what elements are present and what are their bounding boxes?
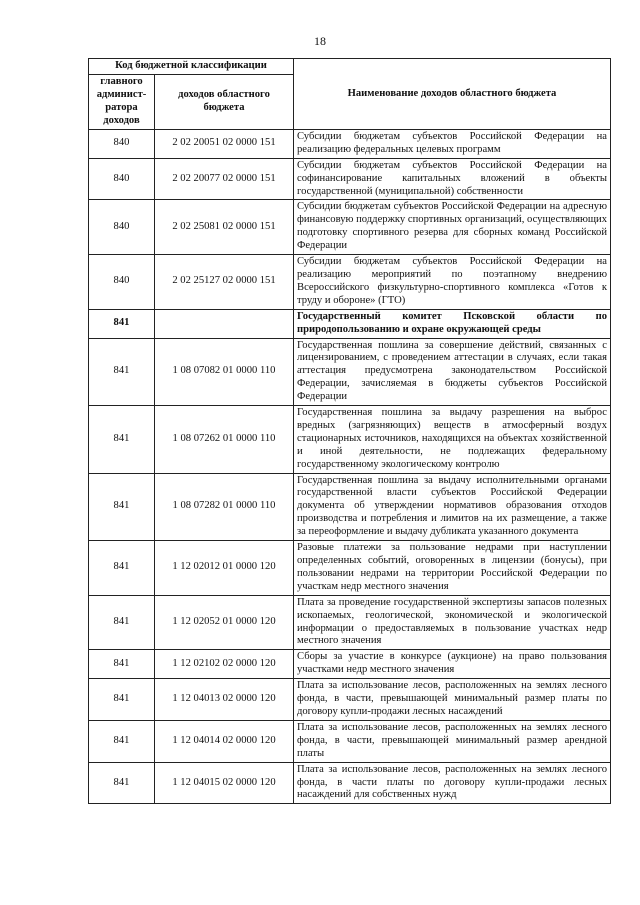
admin-code-cell: 841 bbox=[89, 338, 155, 406]
table-row bbox=[89, 473, 611, 541]
income-name-cell: Субсидии бюджетам субъектов Российской Федерации на адресную финансовую поддержку спортивных организаций, осуществляющих подготовку спортивного резерва для сборных команд Российской Федерации bbox=[294, 200, 611, 255]
income-name-cell: Субсидии бюджетам субъектов Российской Федерации на софинансирование капитальных вложений в объекты государственной (муниципальной) собственности bbox=[294, 158, 611, 200]
admin-code-cell: 841 bbox=[89, 595, 155, 650]
table-row bbox=[89, 762, 611, 804]
income-name-cell: Государственная пошлина за выдачу исполнительными органами государственной власти субъектов Российской Федерации документа об утверждении нормативов образования отходов производства и потребления и лимитов на их размещение, а также за переоформление и выдачу дубликата указанного документа bbox=[294, 473, 611, 541]
table-row bbox=[89, 255, 611, 310]
table-row bbox=[89, 679, 611, 721]
income-code-cell: 1 12 04015 02 0000 120 bbox=[155, 762, 294, 804]
header-classification: Код бюджетной классификации bbox=[89, 59, 294, 75]
income-code-cell bbox=[155, 309, 294, 338]
income-code-cell: 1 12 04013 02 0000 120 bbox=[155, 679, 294, 721]
income-name-cell: Плата за использование лесов, расположенных на землях лесного фонда, в части платы по договору купли-продажи лесных насаждений для собственных нужд bbox=[294, 762, 611, 804]
income-name-cell: Плата за использование лесов, расположенных на землях лесного фонда, в части, превышающей минимальный размер арендной платы bbox=[294, 720, 611, 762]
income-code-cell: 1 08 07082 01 0000 110 bbox=[155, 338, 294, 406]
admin-code-cell: 841 bbox=[89, 762, 155, 804]
admin-code-cell: 840 bbox=[89, 158, 155, 200]
table-row bbox=[89, 338, 611, 406]
income-code-cell: 2 02 20077 02 0000 151 bbox=[155, 158, 294, 200]
admin-code-cell: 841 bbox=[89, 541, 155, 596]
admin-code-cell: 840 bbox=[89, 129, 155, 158]
income-code-cell: 1 08 07282 01 0000 110 bbox=[155, 473, 294, 541]
table-row bbox=[89, 650, 611, 679]
admin-code-cell: 841 bbox=[89, 720, 155, 762]
page-number: 18 bbox=[314, 34, 326, 48]
income-name-cell: Государственная пошлина за совершение действий, связанных с лицензированием, с проведением аттестации в случаях, если такая аттестация предусмотрена законодательством Российской Федерации, зачисляемая в бюджеты субъектов Российской Федерации bbox=[294, 338, 611, 406]
admin-code-cell: 840 bbox=[89, 255, 155, 310]
income-code-cell: 1 12 04014 02 0000 120 bbox=[155, 720, 294, 762]
header-admin: главного админист-ратора доходов bbox=[89, 74, 155, 129]
table-row bbox=[89, 200, 611, 255]
admin-code-cell: 840 bbox=[89, 200, 155, 255]
table-row bbox=[89, 158, 611, 200]
table-row bbox=[89, 309, 611, 338]
income-code-cell: 2 02 25081 02 0000 151 bbox=[155, 200, 294, 255]
income-code-cell: 2 02 20051 02 0000 151 bbox=[155, 129, 294, 158]
income-name-cell: Плата за проведение государственной экспертизы запасов полезных ископаемых, геологической, экономической и экологической информации о предоставляемых в пользование участках недр местного значения bbox=[294, 595, 611, 650]
admin-code-cell: 841 bbox=[89, 473, 155, 541]
table-row bbox=[89, 541, 611, 596]
income-code-cell: 1 12 02102 02 0000 120 bbox=[155, 650, 294, 679]
table-row bbox=[89, 129, 611, 158]
admin-code-cell: 841 bbox=[89, 309, 155, 338]
income-code-cell: 1 12 02012 01 0000 120 bbox=[155, 541, 294, 596]
income-name-cell: Разовые платежи за пользование недрами при наступлении определенных событий, оговоренных в лицензии (бонусы), при пользовании недрами на территории Российской Федерации по участкам недр местного значения bbox=[294, 541, 611, 596]
admin-code-cell: 841 bbox=[89, 679, 155, 721]
income-name-cell: Государственная пошлина за выдачу разрешения на выброс вредных (загрязняющих) веществ в атмосферный воздух стационарных источников, находящихся на объектах хозяйственной и иной деятельности, не подлежащих федеральному государственному экологическому контролю bbox=[294, 406, 611, 474]
budget-classification-table bbox=[88, 58, 611, 804]
table-row bbox=[89, 406, 611, 474]
income-name-cell: Государственный комитет Псковской области по природопользованию и охране окружающей среды bbox=[294, 309, 611, 338]
income-name-cell: Субсидии бюджетам субъектов Российской Федерации на реализацию мероприятий по поэтапному внедрению Всероссийского физкультурно-спортивного комплекса «Готов к труду и обороне» (ГТО) bbox=[294, 255, 611, 310]
income-name-cell: Плата за использование лесов, расположенных на землях лесного фонда, в части, превышающей минимальный размер платы по договору купли-продажи лесных насаждений bbox=[294, 679, 611, 721]
admin-code-cell: 841 bbox=[89, 650, 155, 679]
admin-code-cell: 841 bbox=[89, 406, 155, 474]
income-code-cell: 1 12 02052 01 0000 120 bbox=[155, 595, 294, 650]
table-body bbox=[89, 129, 611, 803]
income-name-cell: Субсидии бюджетам субъектов Российской Федерации на реализацию федеральных целевых программ bbox=[294, 129, 611, 158]
income-code-cell: 1 08 07262 01 0000 110 bbox=[155, 406, 294, 474]
table-row bbox=[89, 595, 611, 650]
table-row bbox=[89, 720, 611, 762]
header-name: Наименование доходов областного бюджета bbox=[294, 59, 611, 130]
income-code-cell: 2 02 25127 02 0000 151 bbox=[155, 255, 294, 310]
header-income: доходов областного бюджета bbox=[155, 74, 294, 129]
income-name-cell: Сборы за участие в конкурсе (аукционе) на право пользования участками недр местного значения bbox=[294, 650, 611, 679]
